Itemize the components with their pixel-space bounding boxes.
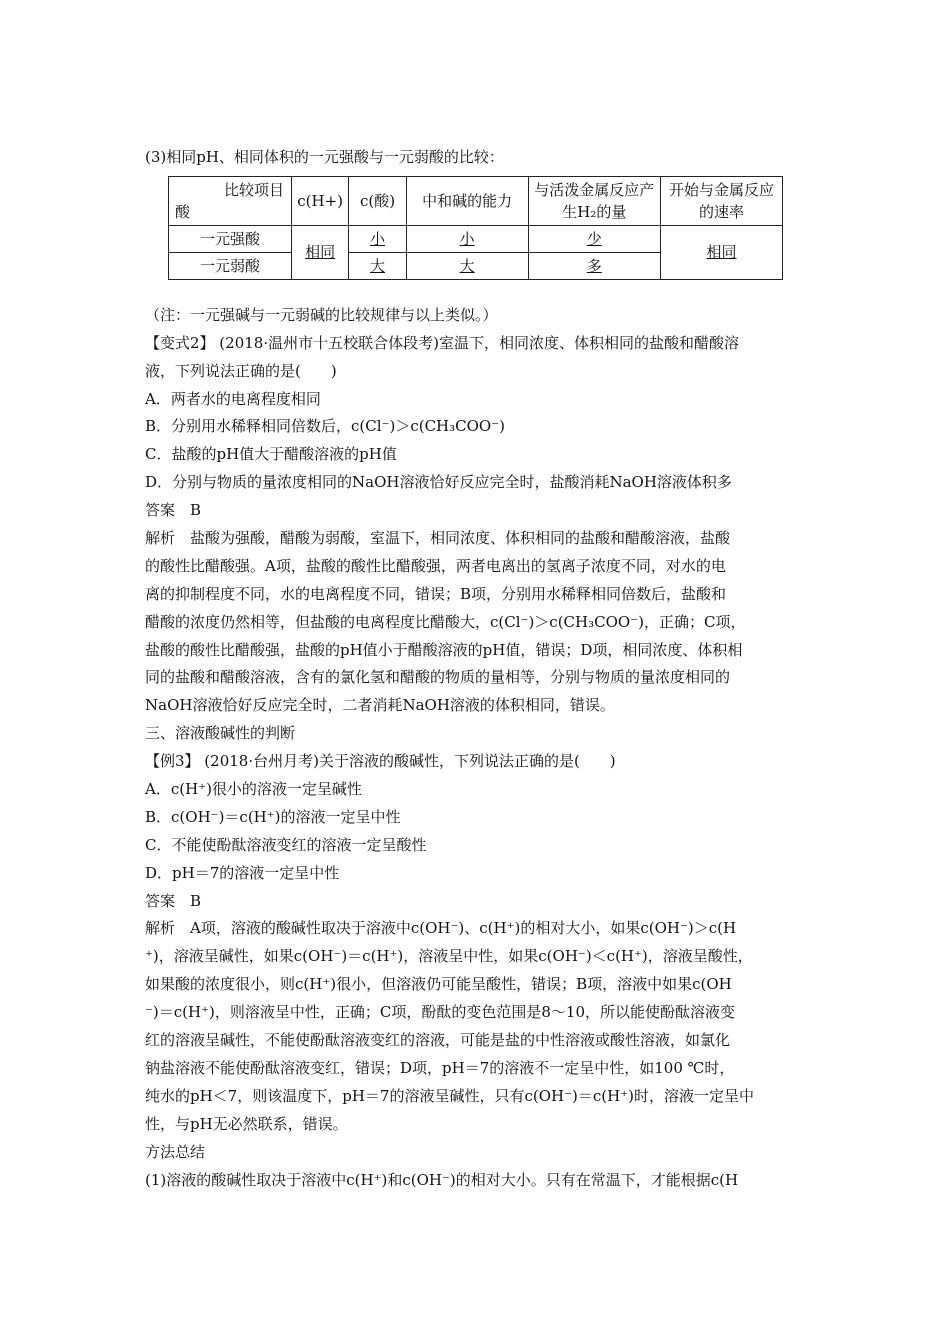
option-d: D．分别与物质的量浓度相同的NaOH溶液恰好反应完全时，盐酸消耗NaOH溶液体积多 — [145, 473, 732, 492]
analysis-line: 的酸性比醋酸强。A项，盐酸的酸性比醋酸强，两者电离出的氢离子浓度不同，对水的电 — [145, 556, 726, 575]
variant2-question: 【变式2】 (2018·温州市十五校联合体段考)室温下，相同浓度、体积相同的盐酸和醋酸溶 — [145, 333, 739, 352]
option-a: A．c(H⁺)很小的溶液一定呈碱性 — [145, 780, 362, 799]
row2-name: 一元弱酸 — [169, 252, 292, 279]
header-h2: 与活泼金属反应产生H₂的量 — [528, 176, 660, 225]
section-heading: 三、溶液酸碱性的判断 — [145, 724, 296, 743]
comparison-table — [168, 176, 783, 280]
example3-question: 【例3】 (2018·台州月考)关于溶液的酸碱性，下列说法正确的是( ) — [145, 752, 616, 771]
option-c: C．盐酸的pH值大于醋酸溶液的pH值 — [145, 445, 397, 464]
analysis-line: 同的盐酸和醋酸溶液，含有的氯化氢和醋酸的物质的量相等，分别与物质的量浓度相同的 — [145, 668, 731, 687]
analysis-line: ⁻)＝c(H⁺)，则溶液呈中性，正确；C项，酚酞的变色范围是8～10，所以能使酚酞溶液变 — [145, 1003, 735, 1022]
row1-c-value: 小 — [349, 225, 406, 252]
analysis-line: NaOH溶液恰好反应完全时，二者消耗NaOH溶液的体积相同，错误。 — [145, 696, 615, 715]
answer-line: 答案 B — [145, 891, 202, 910]
analysis-line: 离的抑制程度不同，水的电离程度不同，错误；B项，分别用水稀释相同倍数后，盐酸和 — [145, 584, 727, 603]
document-page — [145, 144, 815, 1194]
variant2-question-cont: 液，下列说法正确的是( ) — [145, 361, 337, 380]
answer-line: 答案 B — [145, 501, 202, 520]
method-summary-heading: 方法总结 — [145, 1142, 206, 1161]
header-neutralize: 中和碱的能力 — [406, 176, 528, 225]
analysis-line: 如果酸的浓度很小，则c(H⁺)很小，但溶液仍可能呈酸性，错误；B项，溶液中如果c(OH — [145, 975, 732, 994]
header-item-bottom: 酸 — [175, 202, 191, 221]
analysis-line: 盐酸的酸性比醋酸强，盐酸的pH值小于醋酸溶液的pH值，错误；D项，相同浓度、体积相 — [145, 640, 743, 659]
option-b: B．c(OH⁻)＝c(H⁺)的溶液一定呈中性 — [145, 807, 401, 826]
option-c: C．不能使酚酞溶液变红的溶液一定呈酸性 — [145, 835, 427, 854]
analysis-line: 解析 盐酸为强酸，醋酸为弱酸，室温下，相同浓度、体积相同的盐酸和醋酸溶液，盐酸 — [145, 529, 731, 548]
option-a: A．两者水的电离程度相同 — [145, 389, 321, 408]
analysis-line: 纯水的pH＜7，则该温度下，pH＝7的溶液呈碱性，只有c(OH⁻)＝c(H⁺)时，溶液一定呈中 — [145, 1086, 754, 1105]
ch-merged-value: 相同 — [292, 225, 349, 279]
row2-c-value: 大 — [349, 252, 406, 279]
section3-title: (3)相同pH、相同体积的一元强酸与一元弱酸的比较： — [145, 148, 504, 166]
analysis-line: ⁺)，溶液呈碱性，如果c(OH⁻)＝c(H⁺)，溶液呈中性，如果c(OH⁻)＜c(H⁺)，溶液呈酸性， — [145, 947, 753, 966]
header-ch: c(H+) — [292, 176, 349, 225]
header-rate: 开始与金属反应的速率 — [660, 176, 782, 225]
row2-neutralize-value: 大 — [406, 252, 528, 279]
header-item-cell — [169, 176, 292, 225]
analysis-line: 钠盐溶液不能使酚酞溶液变红，错误；D项，pH＝7的溶液不一定呈中性，如100 ℃时， — [145, 1058, 735, 1077]
method-summary-line: (1)溶液的酸碱性取决于溶液中c(H⁺)和c(OH⁻)的相对大小。只有在常温下，才能根据c(H — [145, 1170, 739, 1189]
analysis-line: 醋酸的浓度仍然相等，但盐酸的电离程度比醋酸大，c(Cl⁻)＞c(CH₃COO⁻)，正确；C项， — [145, 612, 746, 631]
row1-neutralize-value: 小 — [406, 225, 528, 252]
analysis-line: 红的溶液呈碱性，不能使酚酞溶液变红的溶液，可能是盐的中性溶液或酸性溶液，如氯化 — [145, 1031, 731, 1050]
row1-h2-value: 少 — [528, 225, 660, 252]
row2-h2-value: 多 — [528, 252, 660, 279]
header-c-acid: c(酸) — [349, 176, 406, 225]
analysis-line: 性，与pH无必然联系，错误。 — [145, 1114, 348, 1133]
note-line: （注：一元强碱与一元弱碱的比较规律与以上类似。） — [145, 305, 498, 324]
header-item-top: 比较项目 — [223, 180, 284, 199]
row1-name: 一元强酸 — [169, 225, 292, 252]
option-d: D．pH＝7的溶液一定呈中性 — [145, 863, 340, 882]
rate-merged-value: 相同 — [660, 225, 782, 279]
analysis-line: 解析 A项，溶液的酸碱性取决于溶液中c(OH⁻)、c(H⁺)的相对大小，如果c(OH⁻)＞c(H — [145, 919, 737, 938]
table-row — [169, 225, 783, 252]
option-b: B．分别用水稀释相同倍数后，c(Cl⁻)＞c(CH₃COO⁻) — [145, 417, 505, 436]
table-header-row — [169, 176, 783, 225]
